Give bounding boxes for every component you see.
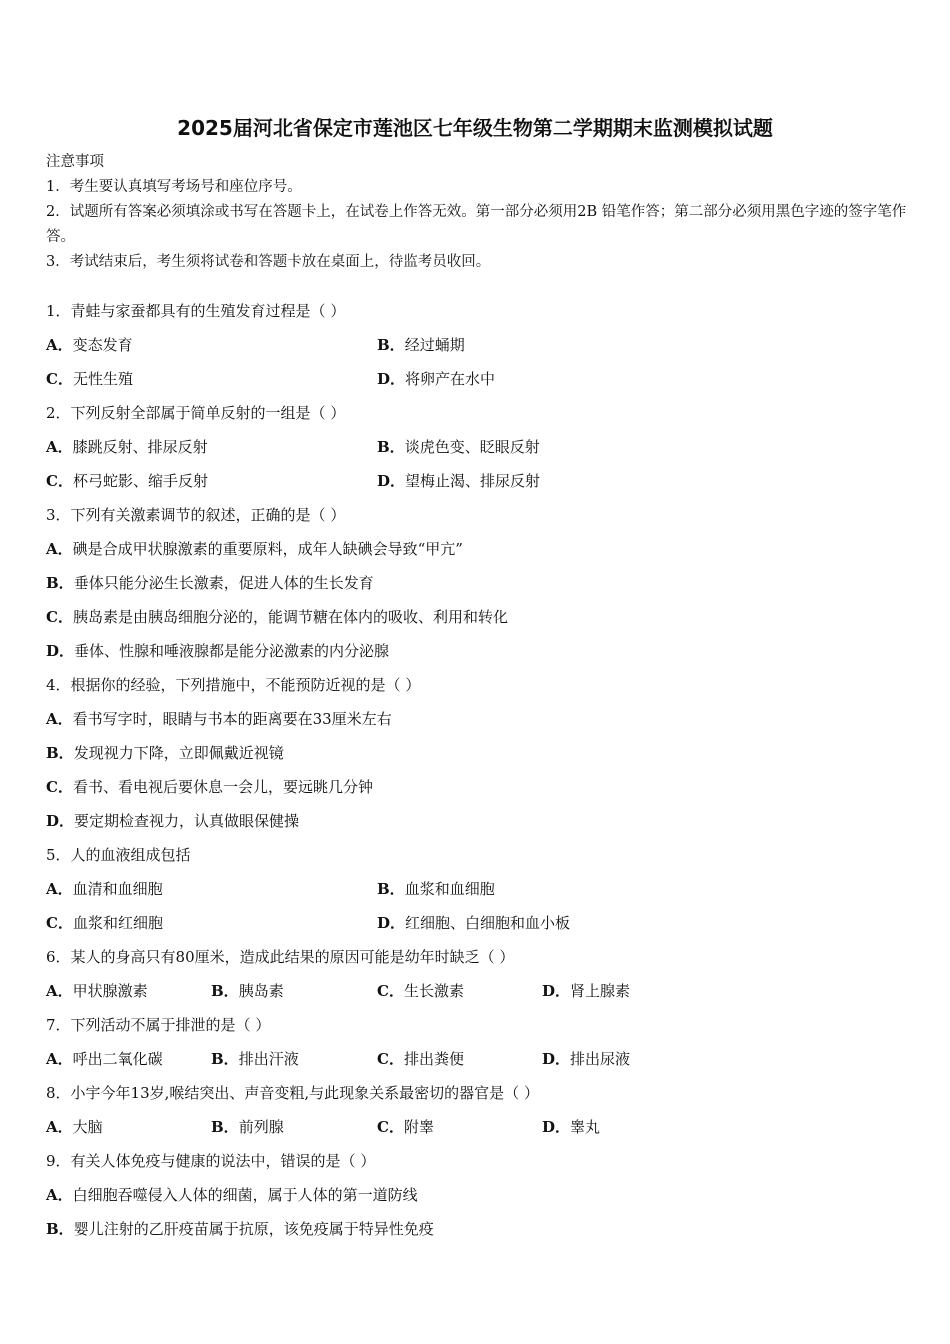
option-text: 胰岛素 bbox=[238, 982, 284, 1000]
option-text: 垂体只能分泌生长激素，促进人体的生长发育 bbox=[73, 574, 374, 592]
option-label: A． bbox=[46, 336, 73, 354]
option-text: 无性生殖 bbox=[72, 370, 133, 388]
option-label: D． bbox=[377, 370, 406, 388]
option-text: 血浆和红细胞 bbox=[72, 914, 163, 932]
option-label: D． bbox=[542, 1118, 571, 1136]
question-stem: 8．小宇今年13岁,喉结突出、声音变粗,与此现象关系最密切的器官是（ ） bbox=[46, 1084, 539, 1102]
option-label: B． bbox=[46, 744, 74, 762]
option-text: 睾丸 bbox=[570, 1118, 601, 1136]
option bbox=[46, 470, 208, 491]
option bbox=[46, 980, 148, 1001]
option-label: A． bbox=[46, 540, 73, 558]
option bbox=[46, 708, 392, 729]
option bbox=[377, 1048, 464, 1069]
option-text: 胰岛素是由胰岛细胞分泌的，能调节糖在体内的吸收、利用和转化 bbox=[72, 608, 508, 626]
option-text: 谈虎色变、眨眼反射 bbox=[404, 438, 540, 456]
option-text: 经过蛹期 bbox=[404, 336, 465, 354]
option-text: 发现视力下降，立即佩戴近视镜 bbox=[73, 744, 284, 762]
option-label: D． bbox=[542, 1050, 571, 1068]
option bbox=[46, 912, 163, 933]
option-label: B． bbox=[377, 438, 405, 456]
option bbox=[377, 912, 570, 933]
option-text: 肾上腺素 bbox=[570, 982, 631, 1000]
option-label: A． bbox=[46, 1118, 73, 1136]
option-label: B． bbox=[377, 880, 405, 898]
option-text: 排出粪便 bbox=[403, 1050, 464, 1068]
option bbox=[46, 1116, 103, 1137]
option bbox=[46, 878, 163, 899]
page-title: 2025届河北省保定市莲池区七年级生物第二学期期末监测模拟试题 bbox=[177, 116, 773, 140]
option bbox=[46, 1048, 163, 1069]
notice-item: 3．考试结束后，考生须将试卷和答题卡放在桌面上，待监考员收回。 bbox=[46, 254, 491, 270]
option-text: 杯弓蛇影、缩手反射 bbox=[72, 472, 208, 490]
option-text: 将卵产在水中 bbox=[405, 370, 496, 388]
option-label: A． bbox=[46, 710, 73, 728]
option-label: C． bbox=[46, 472, 73, 490]
option-label: C． bbox=[46, 914, 73, 932]
option-text: 甲状腺激素 bbox=[72, 982, 148, 1000]
option bbox=[377, 436, 540, 457]
option-text: 血清和血细胞 bbox=[72, 880, 163, 898]
option-text: 附睾 bbox=[403, 1118, 434, 1136]
option-label: B． bbox=[46, 574, 74, 592]
option bbox=[46, 538, 463, 559]
option-label: A． bbox=[46, 982, 73, 1000]
option bbox=[46, 1184, 418, 1205]
option-label: B． bbox=[377, 336, 405, 354]
option bbox=[46, 810, 299, 831]
option bbox=[377, 878, 495, 899]
option bbox=[46, 368, 133, 389]
option-text: 看书、看电视后要休息一会儿，要远眺几分钟 bbox=[72, 778, 373, 796]
question-stem: 1．青蛙与家蚕都具有的生殖发育过程是（ ） bbox=[46, 302, 346, 320]
option-label: D． bbox=[46, 812, 75, 830]
question-stem: 4．根据你的经验，下列措施中，不能预防近视的是（ ） bbox=[46, 676, 421, 694]
option-label: B． bbox=[46, 1220, 74, 1238]
option bbox=[46, 1218, 434, 1239]
option bbox=[46, 436, 208, 457]
option-text: 变态发育 bbox=[72, 336, 133, 354]
option-text: 膝跳反射、排尿反射 bbox=[72, 438, 208, 456]
option-label: D． bbox=[377, 472, 406, 490]
option bbox=[211, 1048, 299, 1069]
option-text: 垂体、性腺和唾液腺都是能分泌激素的内分泌腺 bbox=[74, 642, 390, 660]
option bbox=[211, 1116, 284, 1137]
notice-heading: 注意事项 bbox=[46, 154, 104, 170]
option bbox=[542, 980, 630, 1001]
option-text: 看书写字时，眼睛与书本的距离要在33厘米左右 bbox=[72, 710, 392, 728]
option bbox=[377, 1116, 434, 1137]
option bbox=[542, 1116, 600, 1137]
option-label: A． bbox=[46, 438, 73, 456]
option bbox=[377, 368, 495, 389]
option-text: 血浆和血细胞 bbox=[404, 880, 495, 898]
option-text: 白细胞吞噬侵入人体的细菌，属于人体的第一道防线 bbox=[72, 1186, 418, 1204]
option-text: 排出汗液 bbox=[238, 1050, 299, 1068]
option-text: 生长激素 bbox=[403, 982, 464, 1000]
option-label: D． bbox=[46, 642, 75, 660]
question-stem: 6．某人的身高只有80厘米，造成此结果的原因可能是幼年时缺乏（ ） bbox=[46, 948, 515, 966]
option bbox=[46, 640, 389, 661]
notice-section bbox=[46, 150, 908, 275]
option-label: A． bbox=[46, 1050, 73, 1068]
option-label: B． bbox=[211, 1050, 239, 1068]
option-label: C． bbox=[46, 608, 73, 626]
notice-item: 1．考生要认真填写考场号和座位序号。 bbox=[46, 179, 302, 195]
option bbox=[46, 334, 133, 355]
option-text: 前列腺 bbox=[238, 1118, 284, 1136]
question-stem: 7．下列活动不属于排泄的是（ ） bbox=[46, 1016, 271, 1034]
option bbox=[377, 980, 464, 1001]
option bbox=[46, 776, 373, 797]
option-label: C． bbox=[377, 1050, 404, 1068]
question-stem: 5．人的血液组成包括 bbox=[46, 846, 191, 864]
option-text: 要定期检查视力，认真做眼保健操 bbox=[74, 812, 300, 830]
option-text: 婴儿注射的乙肝疫苗属于抗原，该免疫属于特异性免疫 bbox=[73, 1220, 434, 1238]
notice-item: 2．试题所有答案必须填涂或书写在答题卡上，在试卷上作答无效。第一部分必须用2B 铅笔作答；第二部分必须用黑色字迹的签字笔作答。 bbox=[46, 204, 907, 245]
option bbox=[377, 334, 465, 355]
option-label: C． bbox=[46, 370, 73, 388]
option bbox=[46, 606, 508, 627]
option bbox=[211, 980, 284, 1001]
option-label: D． bbox=[377, 914, 406, 932]
option-text: 望梅止渴、排尿反射 bbox=[405, 472, 541, 490]
option-label: A． bbox=[46, 880, 73, 898]
option-label: A． bbox=[46, 1186, 73, 1204]
option-label: B． bbox=[211, 982, 239, 1000]
option bbox=[46, 742, 284, 763]
option bbox=[46, 572, 374, 593]
question-stem: 3．下列有关激素调节的叙述，正确的是（ ） bbox=[46, 506, 346, 524]
option-label: C． bbox=[377, 1118, 404, 1136]
question-stem: 9．有关人体免疫与健康的说法中，错误的是（ ） bbox=[46, 1152, 376, 1170]
option-text: 排出尿液 bbox=[570, 1050, 631, 1068]
option-text: 红细胞、白细胞和血小板 bbox=[405, 914, 571, 932]
question-stem: 2．下列反射全部属于简单反射的一组是（ ） bbox=[46, 404, 346, 422]
option-text: 呼出二氧化碳 bbox=[72, 1050, 163, 1068]
option-label: B． bbox=[211, 1118, 239, 1136]
option bbox=[542, 1048, 630, 1069]
option-text: 碘是合成甲状腺激素的重要原料，成年人缺碘会导致“甲亢” bbox=[72, 540, 463, 558]
option-label: D． bbox=[542, 982, 571, 1000]
option bbox=[377, 470, 540, 491]
option-label: C． bbox=[377, 982, 404, 1000]
option-text: 大脑 bbox=[72, 1118, 103, 1136]
option-label: C． bbox=[46, 778, 73, 796]
